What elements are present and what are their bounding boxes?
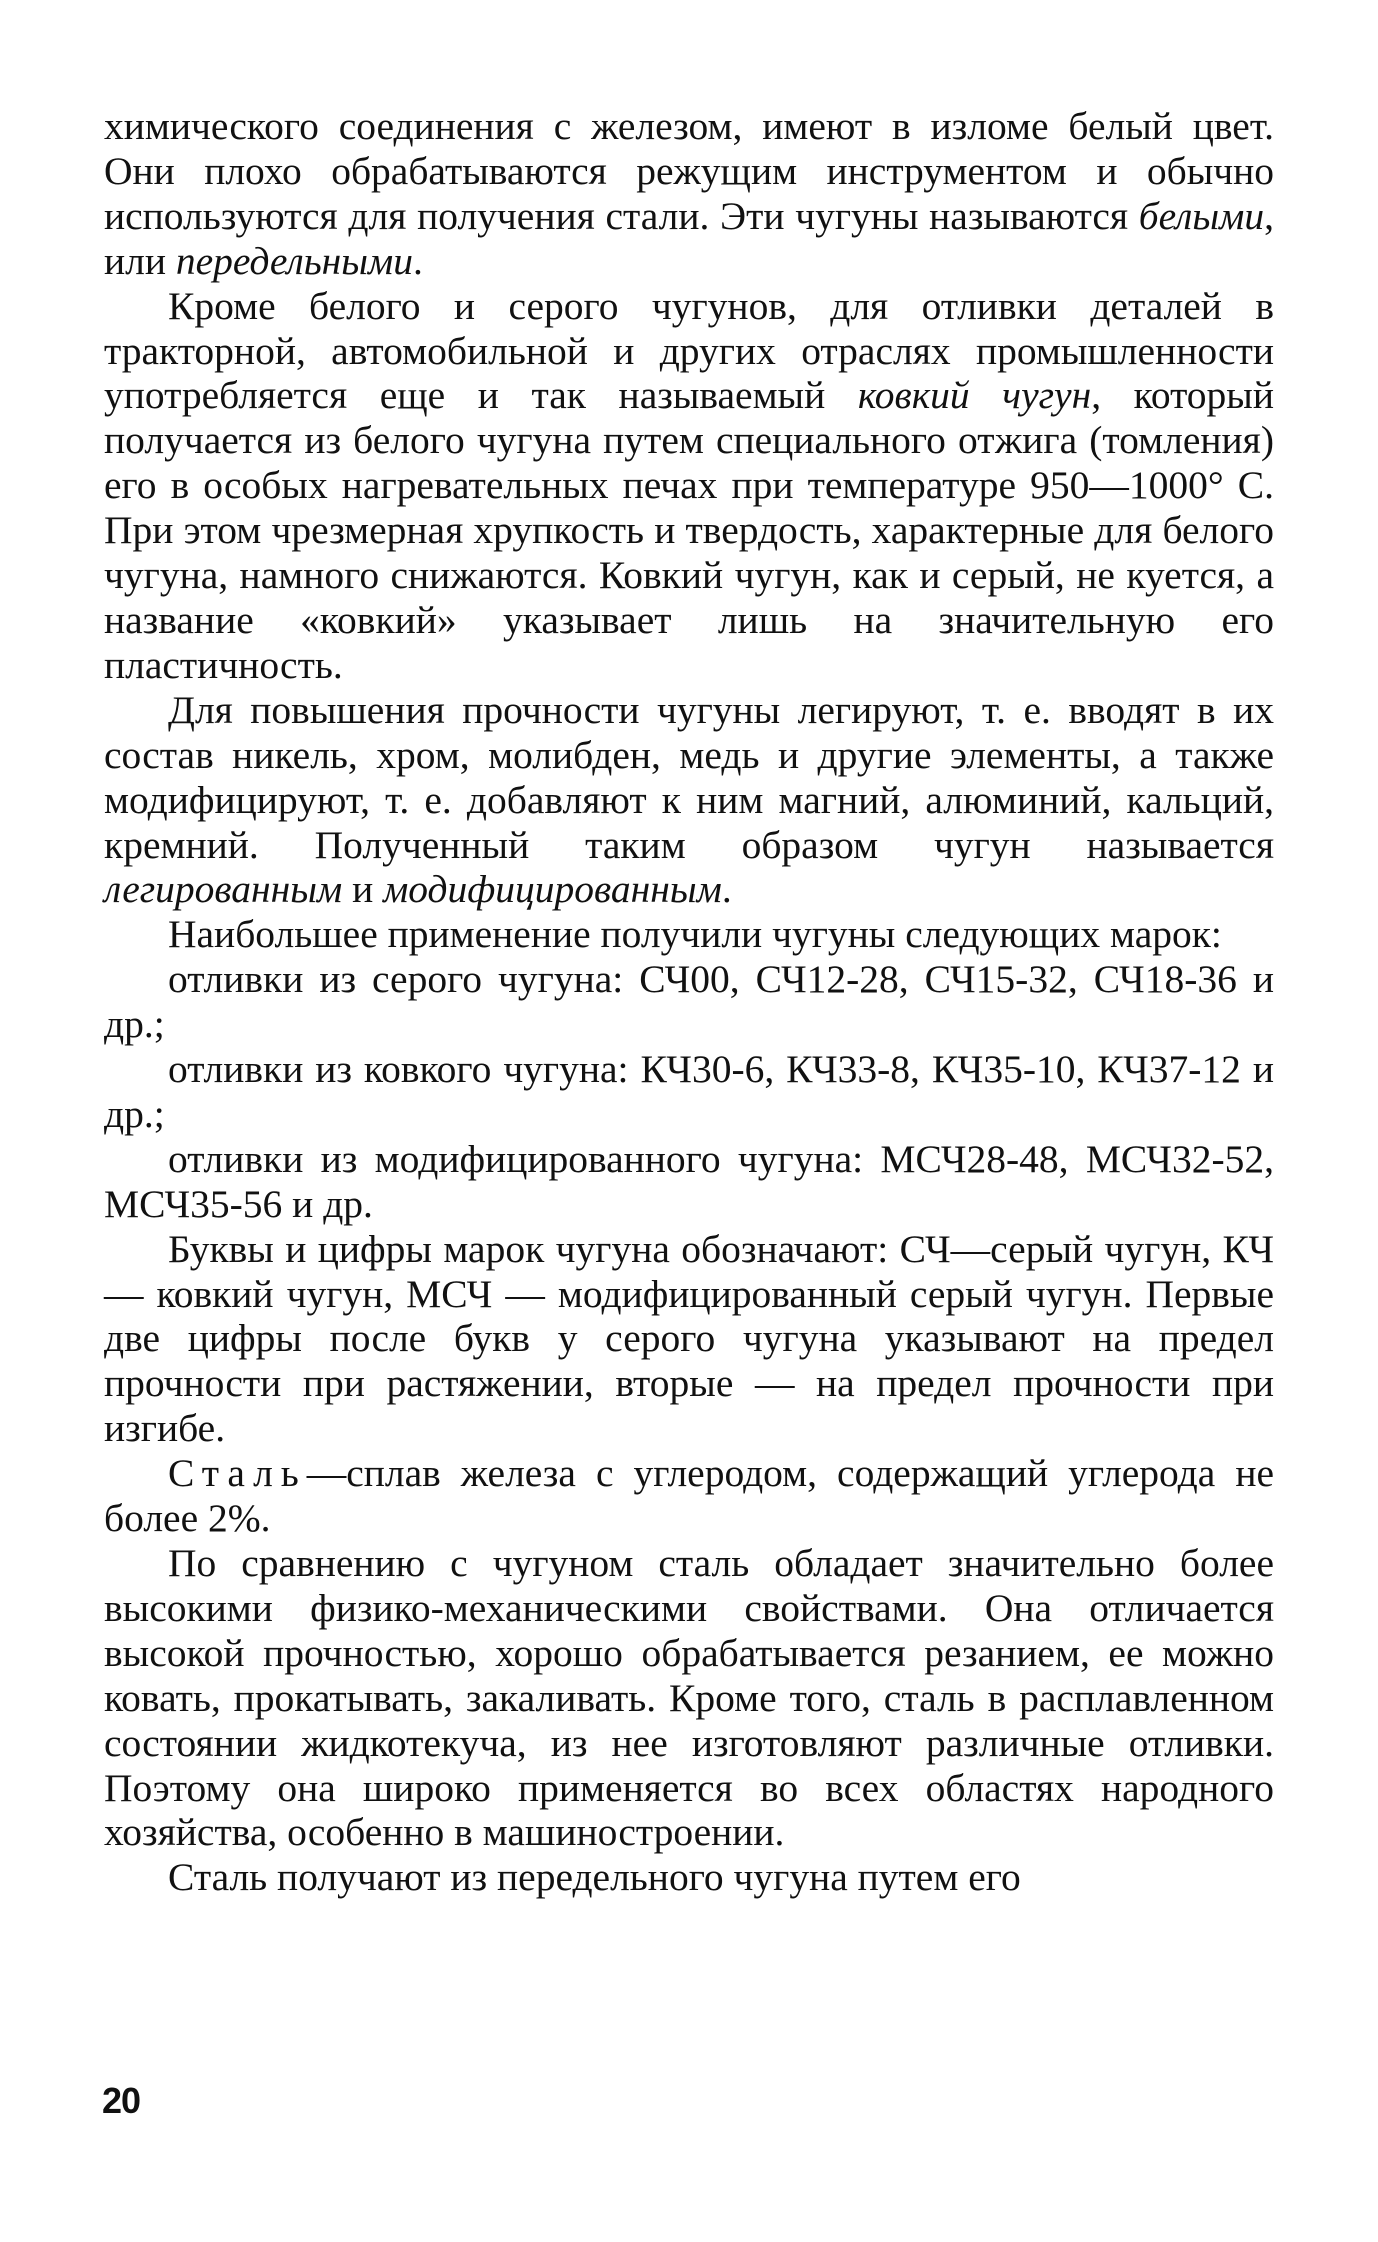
- text-run: —сплав железа с углеродом, содержащий углерода не более 2%.: [104, 1451, 1274, 1541]
- paragraph-grey-iron-grades: отливки из серого чугуна: СЧ00, СЧ12-28, СЧ15-32, СЧ18-36 и др.;: [104, 957, 1274, 1047]
- text-run: , который получается из белого чугуна путем специального отжига (томления) его в особых нагревательных печах при температуре 950—1000° С. При этом чрезмерная хрупкость и твердость, характерные для белого чугуна, намного снижаются. Ковкий чугун, как и серый, не куется, а название «ковкий» указывает лишь на значительную его пластичность.: [104, 373, 1274, 687]
- text-run: , или: [104, 193, 1274, 283]
- italic-term: белыми: [1138, 193, 1265, 238]
- paragraph-malleable-iron-grades: отливки из ковкого чугуна: КЧ30-6, КЧ33-8, КЧ35-10, КЧ37-12 и др.;: [104, 1047, 1274, 1136]
- paragraph-white-cast-iron: [104, 104, 1274, 284]
- italic-term: легированным: [104, 867, 343, 912]
- spaced-term: Сталь: [168, 1451, 307, 1496]
- paragraph-steel-properties: По сравнению с чугуном сталь обладает значительно более высокими физико-механическими свойствами. Она отличается высокой прочностью, хорошо обрабатывается резанием, ее можно ковать, прокатывать, закаливать. Кроме того, сталь в расплавленном состоянии жидкотекуча, из нее изготовляют различные отливки. Поэтому она широко применяется во всех областях народного хозяйства, особенно в машиностроении.: [104, 1541, 1274, 1855]
- text-run: .: [412, 238, 423, 283]
- paragraph-alloyed-cast-iron: [104, 688, 1274, 913]
- paragraph-modified-iron-grades: отливки из модифицированного чугуна: МСЧ28-48, МСЧ32-52, МСЧ35-56 и др.: [104, 1136, 1274, 1226]
- italic-term: модифицированным: [383, 867, 722, 912]
- italic-term: ковкий чугун: [857, 373, 1092, 418]
- text-run: химического соединения с железом, имеют в изломе белый цвет. Они плохо обрабатываются режущим инструментом и обычно используются для получения стали. Эти чугуны называются: [104, 104, 1274, 238]
- page-number: 20: [102, 2080, 141, 2121]
- page-body: [104, 104, 1274, 1900]
- italic-term: передельными: [175, 238, 413, 283]
- text-run: Кроме белого и серого чугунов, для отливки деталей в тракторной, автомобильной и других отраслях промышленности употребляется еще и так называемый: [104, 283, 1274, 418]
- text-run: Для повышения прочности чугуны легируют, т. е. вводят в их состав никель, хром, молибден, медь и другие элементы, а также модифицируют, т. е. добавляют к ним магний, алюминий, кальций, кремний. Полученный таким образом чугун называется: [104, 687, 1274, 867]
- paragraph-grade-meaning: Буквы и цифры марок чугуна обозначают: СЧ—серый чугун, КЧ — ковкий чугун, МСЧ — модифицированный серый чугун. Первые две цифры после букв у серого чугуна указывают на предел прочности при растяжении, вторые — на предел прочности при изгибе.: [104, 1226, 1274, 1451]
- paragraph-grades-intro: Наибольшее применение получили чугуны следующих марок:: [168, 912, 1222, 957]
- paragraph-steel-production: Сталь получают из передельного чугуна путем его: [168, 1855, 1021, 1900]
- paragraph-malleable-cast-iron: [104, 284, 1274, 688]
- text-run: .: [721, 867, 732, 912]
- paragraph-steel-definition: [104, 1451, 1274, 1541]
- text-run: и: [342, 867, 384, 912]
